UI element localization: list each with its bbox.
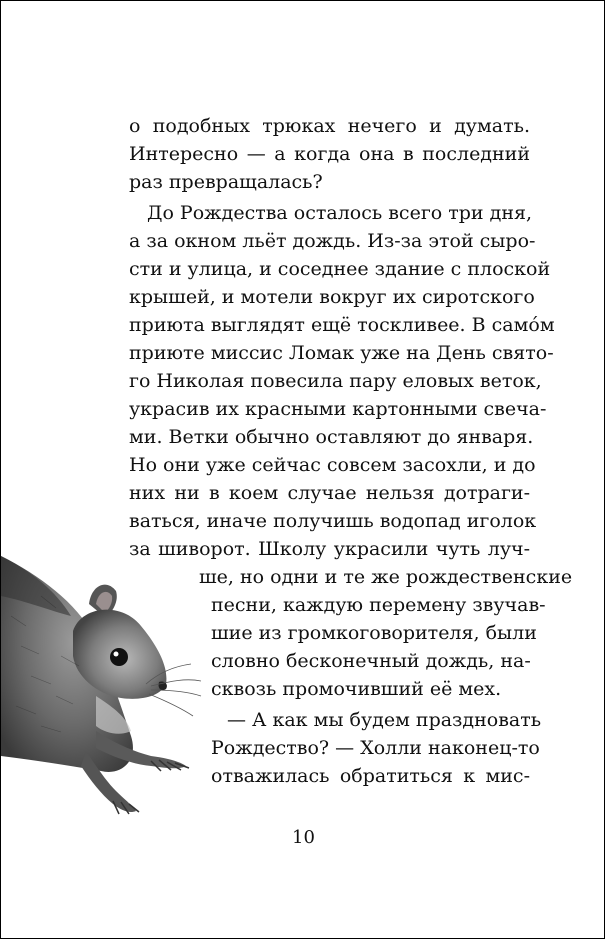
text-line-14: них ни в коем случае нельзя дотраги- bbox=[129, 482, 530, 504]
text-line-21: сквозь промочивший её мех. bbox=[211, 678, 502, 700]
text-line-12: ми. Ветки обычно оставляют до января. bbox=[129, 426, 534, 448]
text-line-18: песни, каждую перемену звучав- bbox=[211, 594, 546, 616]
text-line-4: До Рождества осталось всего три дня, bbox=[147, 202, 533, 224]
text-line-23: Рождество? — Холли наконец-то bbox=[211, 737, 540, 759]
text-line-24: отважилась обратиться к мис- bbox=[211, 765, 530, 787]
squirrel-illustration bbox=[1, 556, 206, 821]
text-line-15: ваться, иначе получишь водопад иголок bbox=[129, 510, 537, 532]
text-line-19: шие из громкоговорителя, были bbox=[211, 622, 537, 644]
text-line-2: Интересно — а когда она в последний bbox=[129, 143, 530, 165]
text-line-8: приюта выглядят ещё тоскливее. В само́м bbox=[129, 314, 555, 336]
text-line-9: приюте миссис Ломак уже на День свято- bbox=[129, 342, 554, 364]
text-line-22: — А как мы будем праздновать bbox=[227, 709, 542, 731]
text-line-1: о подобных трюках нечего и думать. bbox=[129, 115, 530, 137]
text-line-3: раз превращалась? bbox=[129, 171, 323, 193]
text-line-6: сти и улица, и соседнее здание с плоской bbox=[129, 258, 551, 280]
text-line-11: украсив их красными картонными свеча- bbox=[129, 398, 547, 420]
text-line-13: Но они уже сейчас совсем засохли, и до bbox=[129, 454, 536, 476]
text-line-10: го Николая повесила пару еловых веток, bbox=[129, 370, 542, 392]
text-line-7: крышей, и мотели вокруг их сиротского bbox=[129, 286, 535, 308]
text-line-16: за шиворот. Школу украсили чуть луч- bbox=[129, 538, 530, 560]
text-line-5: а за окном льёт дождь. Из-за этой сыро- bbox=[129, 230, 536, 252]
page-number: 10 bbox=[292, 827, 315, 848]
text-line-17: ше, но одни и те же рождественские bbox=[199, 566, 573, 588]
text-line-20: словно бесконечный дождь, на- bbox=[211, 650, 531, 672]
